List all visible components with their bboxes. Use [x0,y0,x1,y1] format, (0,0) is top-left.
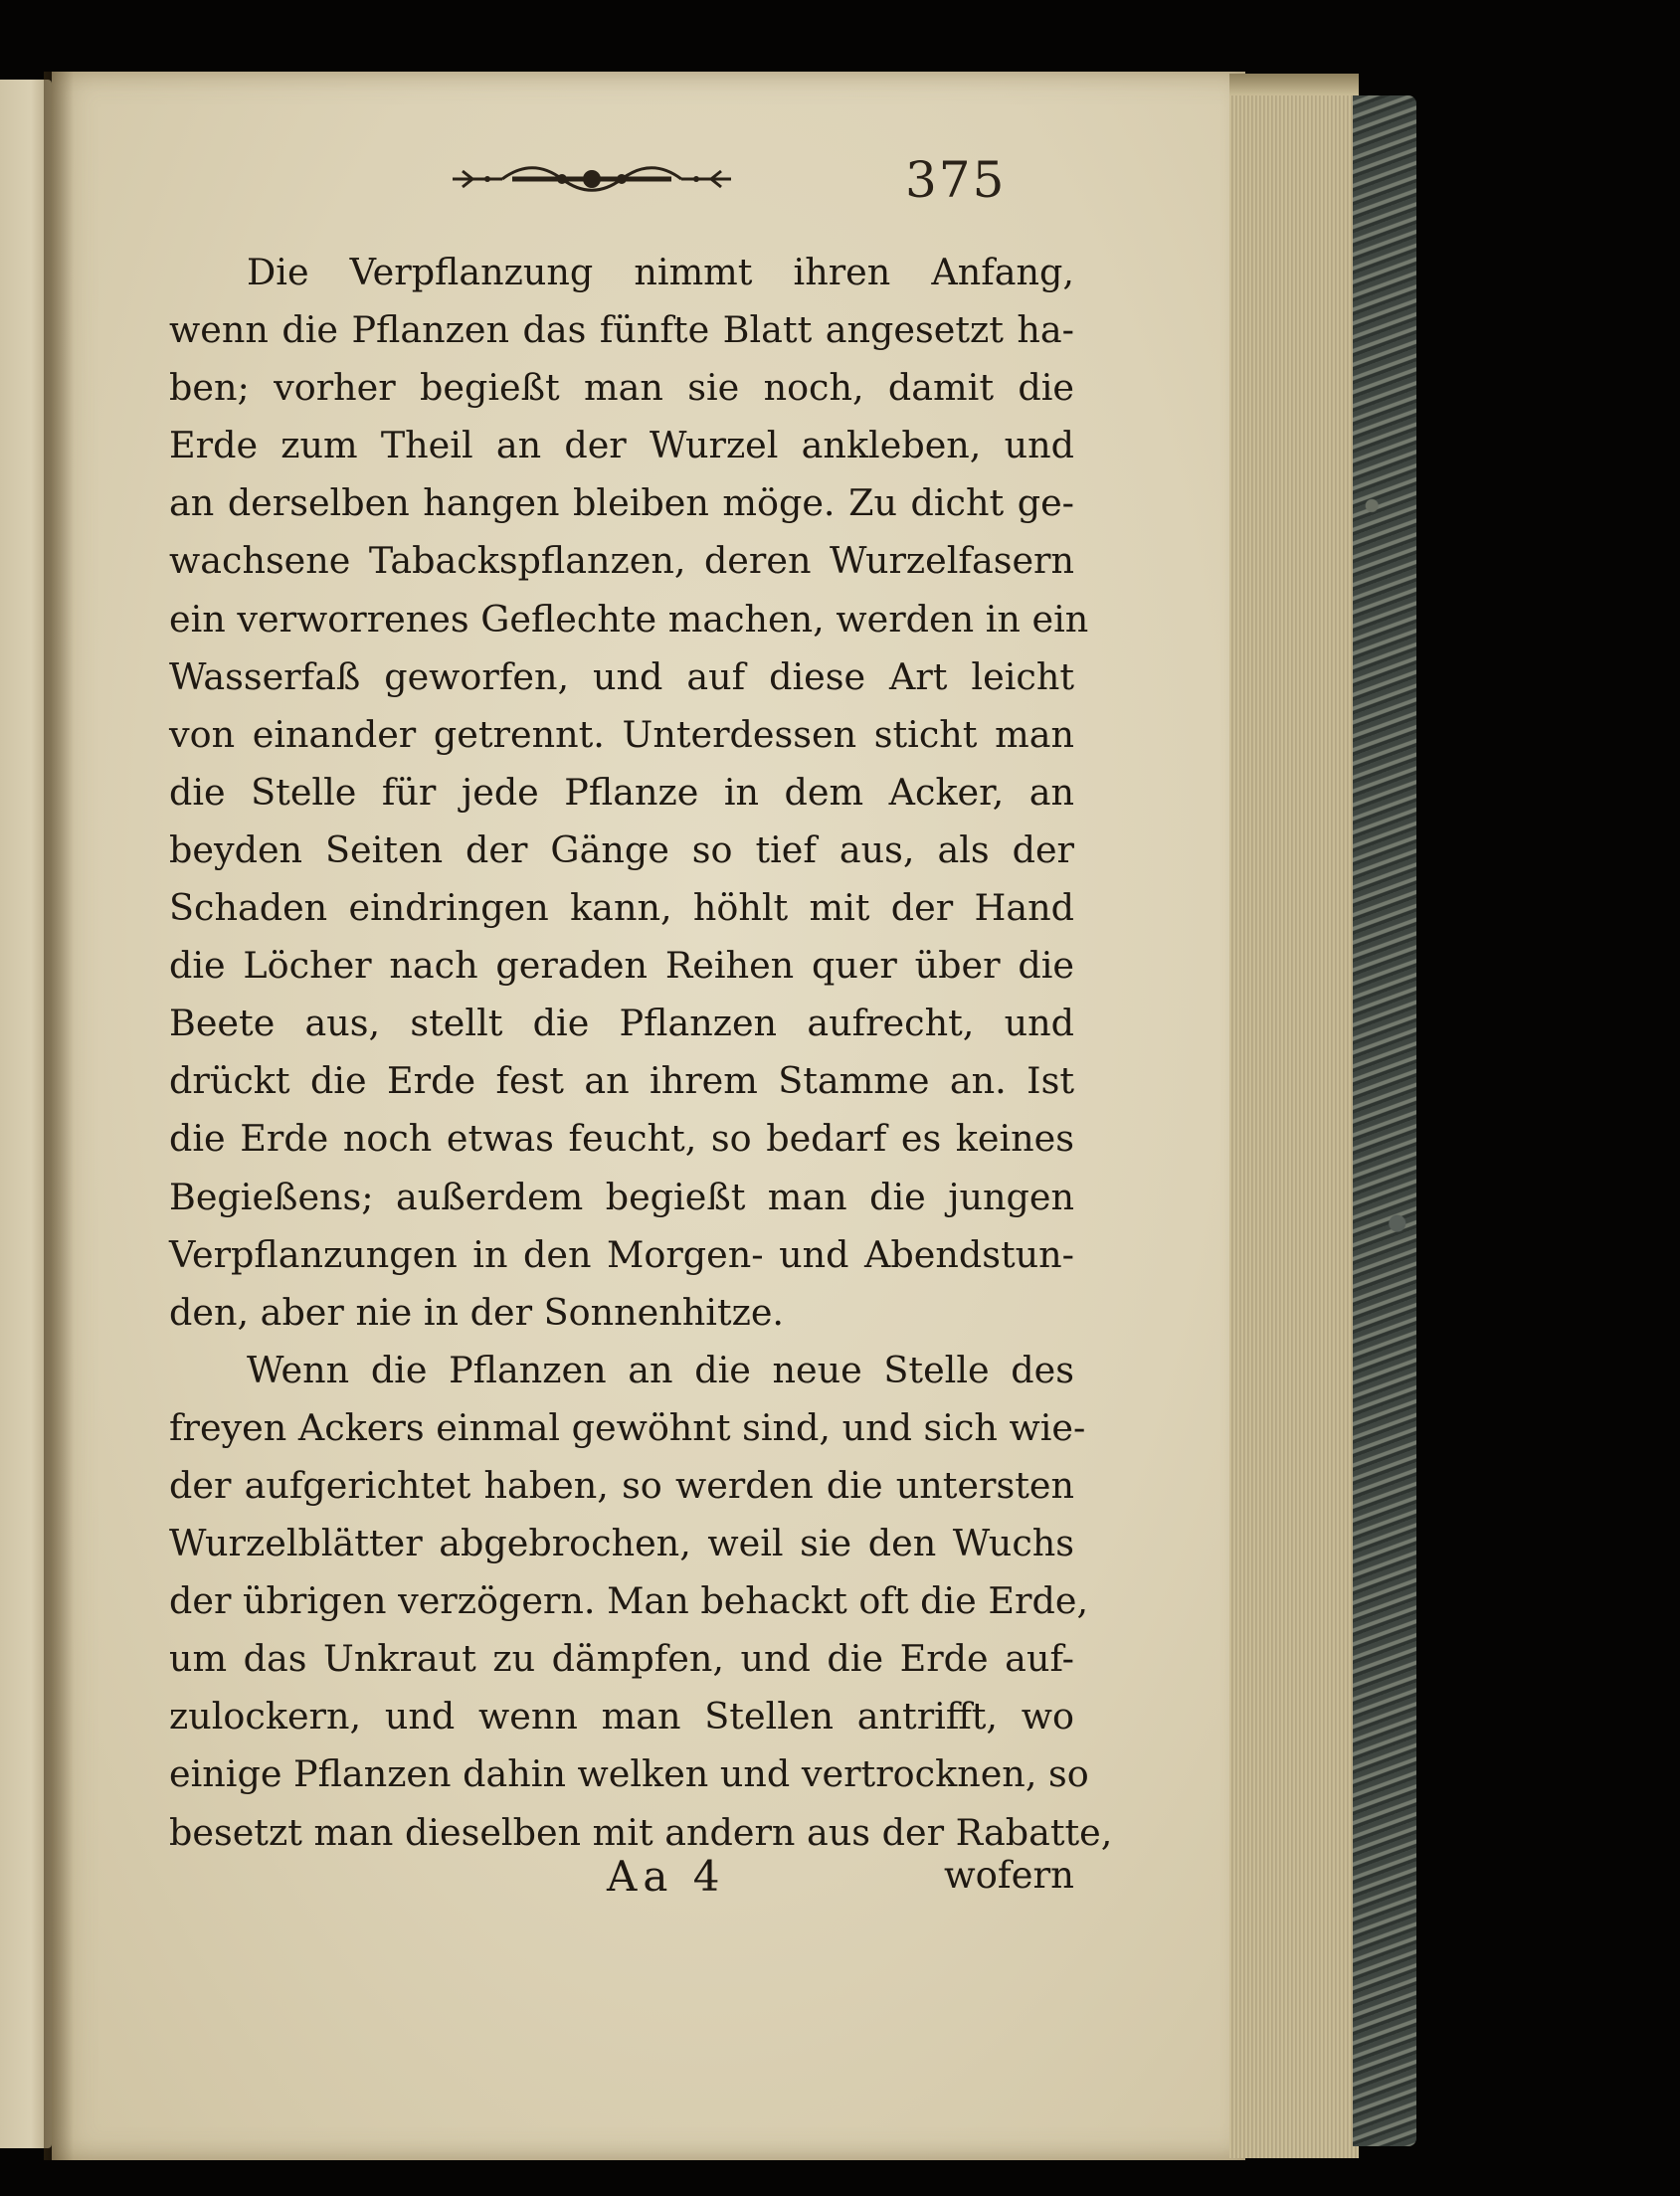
text-line: einige Pflanzen dahin welken und vertrocknen, so [169,1752,1089,1796]
page-gutter-shadow [44,72,74,2160]
text-line: Beete aus, stellt die Pflanzen aufrecht, und [169,1002,1074,1045]
text-line: Schaden eindringen kann, höhlt mit der Hand [169,886,1074,930]
text-line: wachsene Tabackspflanzen, deren Wurzelfasern [169,539,1074,583]
page-footer [169,1852,1074,1912]
text-line: der aufgerichtet haben, so werden die untersten [169,1463,1074,1507]
text-line: von einander getrennt. Unterdessen sticht man [169,712,1074,756]
text-line: freyen Ackers einmal gewöhnt sind, und sich wie- [169,1405,1086,1449]
signature-mark: Aa 4 [607,1852,726,1901]
body-text [169,244,1113,1862]
catchword: wofern [943,1854,1074,1897]
text-line: Verpflanzungen in den Morgen- und Abendstun- [169,1232,1074,1276]
page-number: 375 [905,151,1007,209]
text-line: um das Unkraut zu dämpfen, und die Erde auf- [169,1637,1074,1681]
text-line: ben; vorher begießt man sie noch, damit die [169,366,1074,410]
text-line: die Stelle für jede Pflanze in dem Acker, an [169,770,1074,814]
text-line: Wasserfaß geworfen, und auf diese Art leicht [169,654,1074,698]
headpiece-ornament [443,159,741,199]
page-block-top [1229,74,1359,95]
text-line: Die Verpflanzung nimmt ihren Anfang, [247,251,1074,293]
text-line: besetzt man dieselben mit andern aus der Rabatte, [169,1810,1113,1854]
text-line: die Löcher nach geraden Reihen quer über die [169,944,1074,988]
text-line: beyden Seiten der Gänge so tief aus, als der [169,827,1074,871]
text-line: der übrigen verzögern. Man behackt oft die Erde, [169,1579,1089,1623]
text-line: an derselben hangen bleiben möge. Zu dicht ge- [169,481,1074,525]
page-block-edge [1229,74,1359,2158]
marbled-cover-board [1353,95,1416,2146]
text-line: wenn die Pflanzen das fünfte Blatt angesetzt ha- [169,308,1074,352]
text-line: Wenn die Pflanzen an die neue Stelle des [247,1348,1074,1391]
text-line: Wurzelblätter abgebrochen, weil sie den Wuchs [169,1522,1074,1565]
text-line: Begießens; außerdem begießt man die jungen [169,1175,1074,1218]
text-line: ein verworrenes Geflechte machen, werden in ein [169,597,1089,640]
text-line: den, aber nie in der Sonnenhitze. [169,1290,785,1334]
text-line: die Erde noch etwas feucht, so bedarf es keines [169,1117,1074,1161]
text-line: Erde zum Theil an der Wurzel ankleben, und [169,424,1074,467]
text-line: drückt die Erde fest an ihrem Stamme an. Ist [169,1059,1074,1103]
text-line: zulockern, und wenn man Stellen antrifft, wo [169,1695,1074,1738]
